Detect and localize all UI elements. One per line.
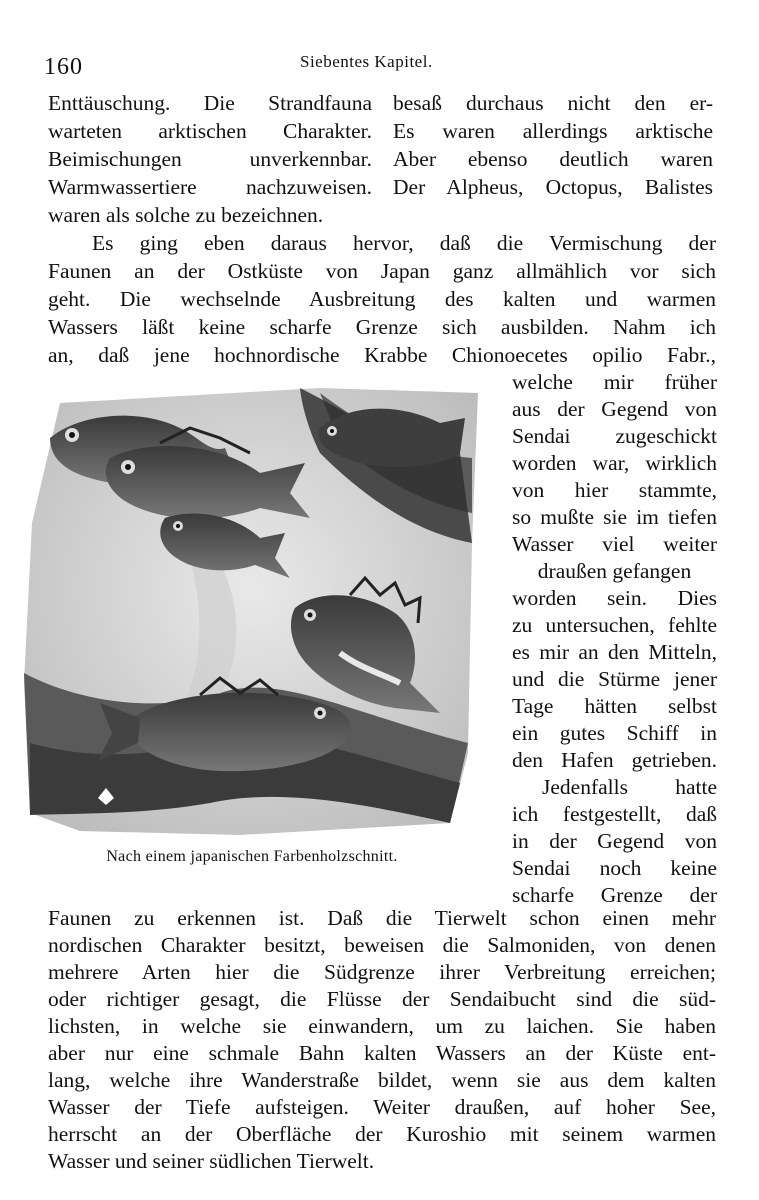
text-line: es mir an den Mitteln, (512, 640, 717, 664)
text-line: aus der Gegend von (512, 397, 717, 421)
text-line: von hier stammte, (512, 478, 717, 502)
text-line: Tage hätten selbst (512, 694, 717, 718)
text-line: zu untersuchen, fehlte (512, 613, 717, 637)
text-line: draußen gefangen (537, 559, 692, 583)
text-line: oder richtiger gesagt, die Flüsse der Sendaibucht sind die süd- (48, 987, 716, 1011)
text-line: besaß durchaus nicht den er- (393, 91, 713, 115)
text-line: warteten arktischen Charakter. (48, 119, 372, 143)
text-line: waren als solche zu bezeichnen. (48, 203, 324, 227)
text-line: lang, welche ihre Wanderstraße bildet, wenn sie aus dem kalten (48, 1068, 716, 1092)
text-line: Sendai zugeschickt (512, 424, 717, 448)
text-line: Es ging eben daraus hervor, daß die Vermischung der (92, 231, 716, 255)
text-line: ein gutes Schiff in (512, 721, 717, 745)
text-line: Es waren allerdings arktische (393, 119, 713, 143)
text-line: so mußte sie im tiefen (512, 505, 717, 529)
text-line: aber nur eine schmale Bahn kalten Wassers an der Küste ent- (48, 1041, 716, 1065)
text-line: ich festgestellt, daß (512, 802, 717, 826)
text-line: worden sein. Dies (512, 586, 717, 610)
text-line: mehrere Arten hier die Südgrenze ihrer Verbreitung erreichen; (48, 960, 716, 984)
text-line: Enttäuschung. Die Strandfauna (48, 91, 372, 115)
text-line: Jedenfalls hatte (542, 775, 717, 799)
text-line: nordischen Charakter besitzt, beweisen die Salmoniden, von denen (48, 933, 716, 957)
text-line: Wasser viel weiter (512, 532, 717, 556)
text-line: und die Stürme jener (512, 667, 717, 691)
text-line: Faunen zu erkennen ist. Daß die Tierwelt schon einen mehr (48, 906, 716, 930)
text-line: Der Alpheus, Octopus, Balistes (393, 175, 713, 199)
text-line: worden war, wirklich (512, 451, 717, 475)
text-line: Aber ebenso deutlich waren (393, 147, 713, 171)
text-line: den Hafen getrieben. (512, 748, 717, 772)
text-line: geht. Die wechselnde Ausbreitung des kalten und warmen (48, 287, 716, 311)
text-line: Faunen an der Ostküste von Japan ganz allmählich vor sich (48, 259, 716, 283)
text-line: Sendai noch keine (512, 856, 717, 880)
text-line: Wasser und seiner südlichen Tierwelt. (48, 1149, 375, 1173)
text-line: scharfe Grenze der (512, 883, 717, 907)
text-line: in der Gegend von (512, 829, 717, 853)
text-line: an, daß jene hochnordische Krabbe Chionoecetes opilio Fabr., (48, 343, 716, 367)
text-line: Beimischungen unverkennbar. (48, 147, 372, 171)
text-line: Wassers läßt keine scharfe Grenze sich ausbilden. Nahm ich (48, 315, 716, 339)
text-line: welche mir früher (512, 370, 717, 394)
page-number: 160 (44, 54, 83, 80)
text-line: Warmwassertiere nachzuweisen. (48, 175, 372, 199)
text-line: herrscht an der Oberfläche der Kuroshio mit seinem warmen (48, 1122, 716, 1146)
text-line: lichsten, in welche sie einwandern, um zu laichen. Sie haben (48, 1014, 716, 1038)
text-line: Wasser der Tiefe aufsteigen. Weiter draußen, auf hoher See, (48, 1095, 716, 1119)
running-head: Siebentes Kapitel. (300, 52, 433, 71)
figure-caption: Nach einem japanischen Farbenholzschnitt. (106, 848, 398, 865)
fish-woodcut-figure (20, 383, 478, 838)
